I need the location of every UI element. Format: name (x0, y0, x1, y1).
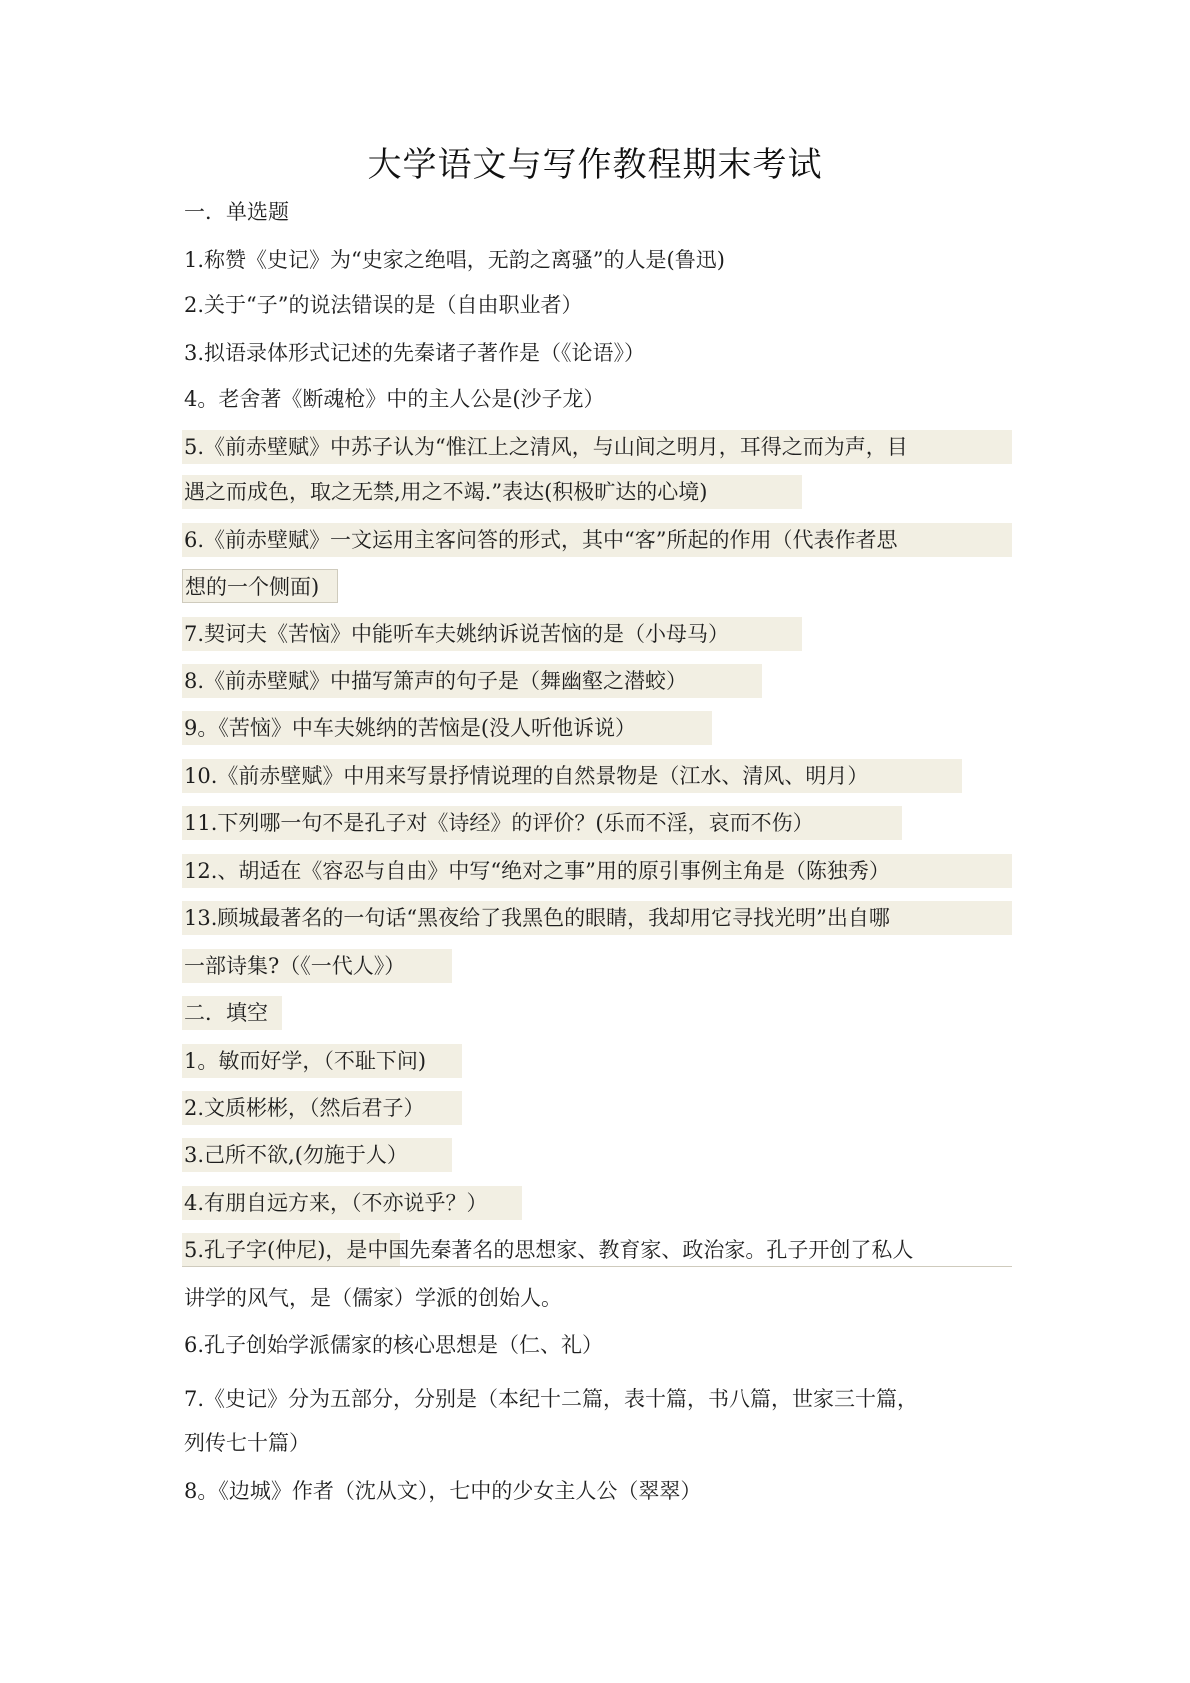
exam-line: 6.孔子创始学派儒家的核心思想是（仁、礼） (184, 1333, 604, 1357)
exam-line: 想的一个侧面) (182, 569, 338, 603)
exam-line: 列传七十篇） (184, 1431, 310, 1455)
exam-line: 11.下列哪一句不是孔子对《诗经》的评价？(乐而不淫，哀而不伤） (182, 806, 902, 840)
exam-line: 12.、胡适在《容忍与自由》中写“绝对之事”用的原引事例主角是（陈独秀） (182, 854, 1012, 888)
exam-line: 5.《前赤壁赋》中苏子认为“惟江上之清风，与山间之明月，耳得之而为声，目 (182, 430, 1012, 464)
exam-line: 9。《苦恼》中车夫姚纳的苦恼是(没人听他诉说） (182, 711, 712, 745)
exam-line: 3.己所不欲,(勿施于人） (182, 1138, 452, 1172)
exam-line: 8.《前赤壁赋》中描写箫声的句子是（舞幽壑之潜蛟） (182, 664, 762, 698)
exam-line: 2.文质彬彬，（然后君子） (182, 1091, 462, 1125)
exam-line: 3.拟语录体形式记述的先秦诸子著作是（《论语》） (184, 341, 646, 365)
exam-line: 10.《前赤壁赋》中用来写景抒情说理的自然景物是（江水、清风、明月） (182, 759, 962, 793)
exam-line: 4。老舍著《断魂枪》中的主人公是(沙子龙） (184, 387, 605, 411)
document-title: 大学语文与写作教程期末考试 (367, 145, 823, 185)
exam-line: 1。敏而好学，（不耻下问) (182, 1044, 462, 1078)
exam-line: 6.《前赤壁赋》一文运用主客问答的形式，其中“客”所起的作用（代表作者思 (182, 523, 1012, 557)
exam-line: 8。《边城》作者（沈从文），七中的少女主人公（翠翠） (184, 1479, 702, 1503)
exam-line: 一．单选题 (184, 200, 289, 224)
exam-line: 2.关于“子”的说法错误的是（自由职业者） (184, 293, 583, 317)
exam-line: 1.称赞《史记》为“史家之绝唱，无韵之离骚”的人是(鲁迅) (184, 248, 725, 272)
exam-line: 二．填空 (182, 996, 282, 1030)
exam-line: 5.孔子字(仲尼)，是中国先秦著名的思想家、教育家、政治家。孔子开创了私人 (182, 1233, 1012, 1267)
exam-line: 一部诗集?（《一代人》） (182, 949, 452, 983)
exam-line: 遇之而成色，取之无禁,用之不竭.”表达(积极旷达的心境) (182, 475, 802, 509)
exam-line: 7.《史记》分为五部分，分别是（本纪十二篇，表十篇，书八篇，世家三十篇， (184, 1387, 919, 1411)
exam-line: 4.有朋自远方来，（不亦说乎？） (182, 1186, 522, 1220)
exam-line: 13.顾城最著名的一句话“黑夜给了我黑色的眼睛，我却用它寻找光明”出自哪 (182, 901, 1012, 935)
exam-line: 讲学的风气，是（儒家）学派的创始人。 (184, 1286, 562, 1310)
exam-line: 7.契诃夫《苦恼》中能听车夫姚纳诉说苦恼的是（小母马） (182, 617, 802, 651)
